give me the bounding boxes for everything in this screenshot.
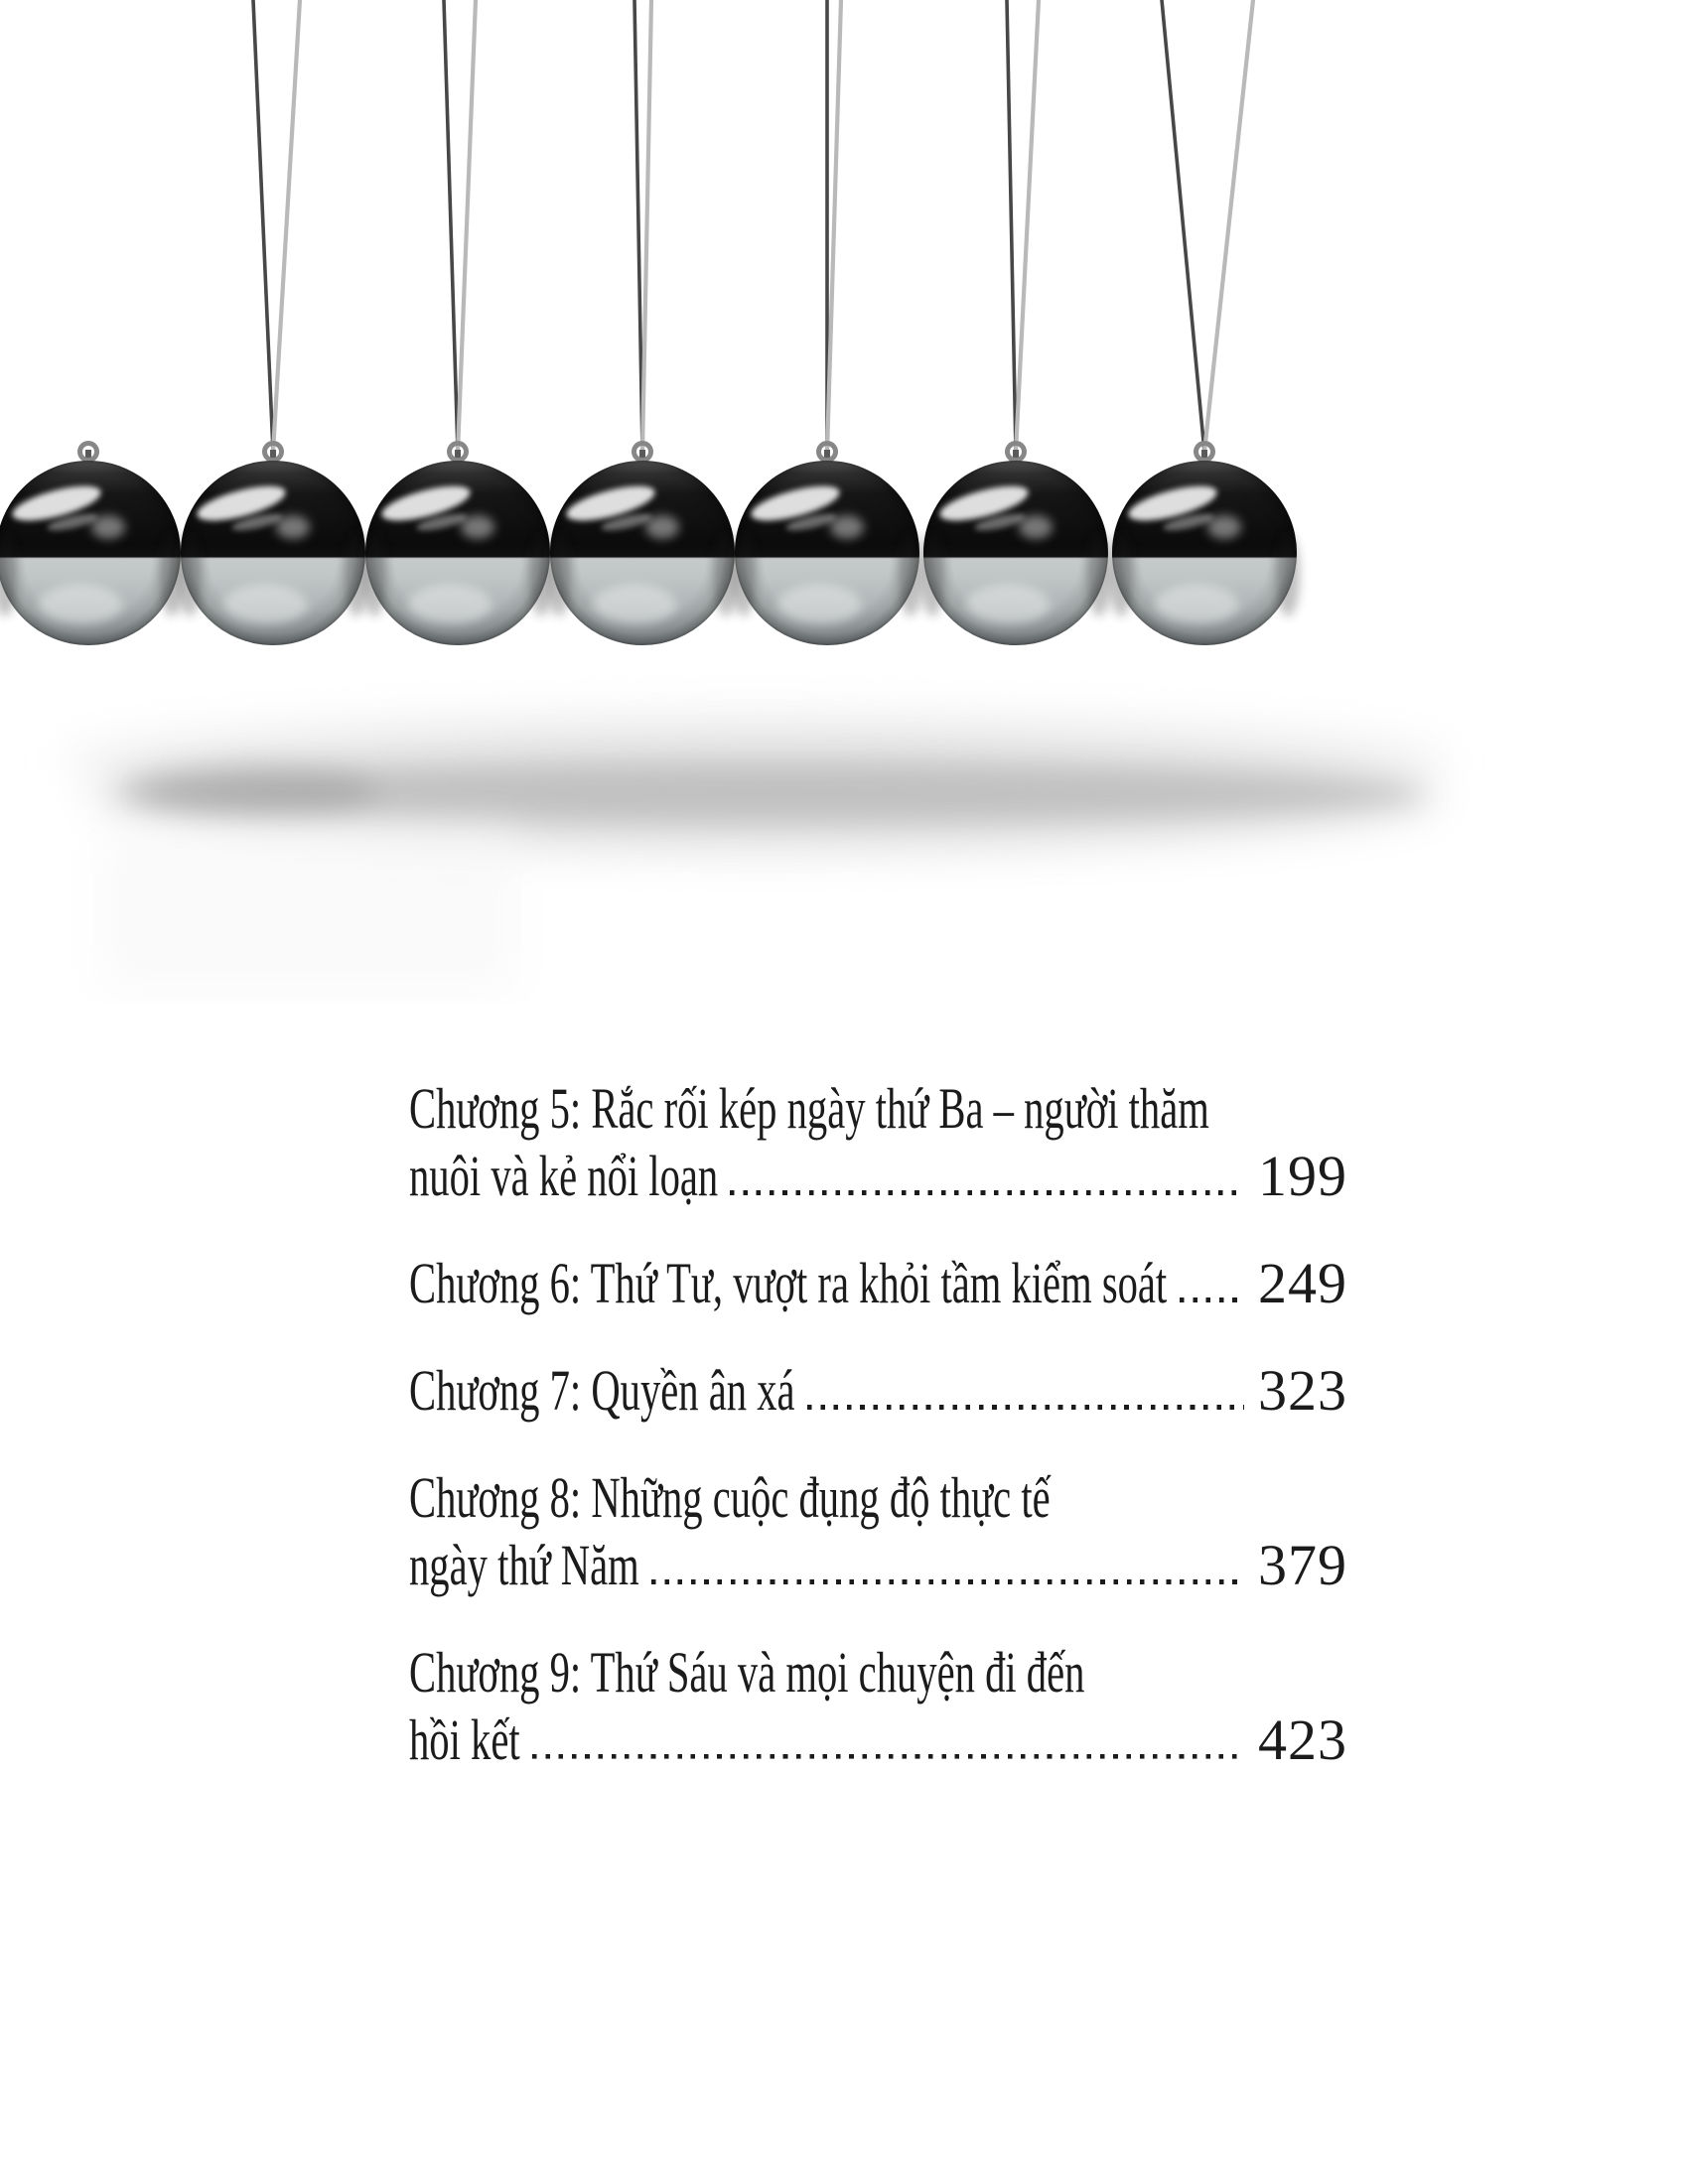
dot-leader — [532, 1754, 1244, 1759]
toc-text: Chương 5: Rắc rối kép ngày thứ Ba – người thăm — [409, 1076, 1209, 1141]
toc-text: Chương 9: Thứ Sáu và mọi chuyện đi đến — [409, 1640, 1085, 1705]
toc-text: Chương 7: Quyền ân xá — [409, 1358, 795, 1423]
cradle-ball — [732, 444, 922, 646]
cradle-ball — [178, 444, 368, 646]
toc-entry-chapter-7 — [409, 1357, 1347, 1425]
page-number: 379 — [1258, 1533, 1347, 1597]
cradle-ball — [1109, 444, 1300, 646]
toc-entry-chapter-8 — [409, 1464, 1347, 1599]
newtons-cradle-photo — [0, 0, 1688, 1003]
newtons-cradle-figure — [0, 0, 1688, 1003]
cradle-strings — [253, 0, 1253, 452]
toc-line — [409, 1075, 1347, 1143]
toc-text: Chương 6: Thứ Tư, vượt ra khỏi tầm kiểm soát — [409, 1251, 1168, 1315]
toc-line — [409, 1706, 1347, 1774]
dot-leader — [730, 1190, 1244, 1195]
toc-text: ngày thứ Năm — [409, 1533, 639, 1597]
cradle-ball — [920, 444, 1111, 646]
cradle-balls — [0, 444, 1300, 646]
toc-line — [409, 1464, 1347, 1532]
page-number: 199 — [1258, 1144, 1347, 1208]
dot-leader — [1180, 1297, 1244, 1302]
toc-line — [409, 1143, 1347, 1210]
toc-line — [409, 1639, 1347, 1706]
dot-leader — [807, 1405, 1244, 1410]
page-number: 323 — [1258, 1358, 1347, 1423]
toc-line — [409, 1532, 1347, 1599]
toc-line — [409, 1250, 1347, 1317]
toc-entry-chapter-5 — [409, 1075, 1347, 1210]
page-number: 249 — [1258, 1251, 1347, 1315]
page-number: 423 — [1258, 1707, 1347, 1772]
cradle-shadow — [60, 710, 1450, 993]
dot-leader — [651, 1579, 1244, 1584]
cradle-ball — [362, 444, 553, 646]
cradle-ball — [547, 444, 738, 646]
toc-text: Chương 8: Những cuộc đụng độ thực tế — [409, 1465, 1051, 1530]
cradle-ball — [0, 444, 184, 646]
toc-text: nuôi và kẻ nổi loạn — [409, 1144, 719, 1208]
toc-text: hồi kết — [409, 1707, 520, 1772]
toc-line — [409, 1357, 1347, 1425]
toc-entry-chapter-6 — [409, 1250, 1347, 1317]
toc-entry-chapter-9 — [409, 1639, 1347, 1774]
table-of-contents — [409, 1075, 1347, 1814]
